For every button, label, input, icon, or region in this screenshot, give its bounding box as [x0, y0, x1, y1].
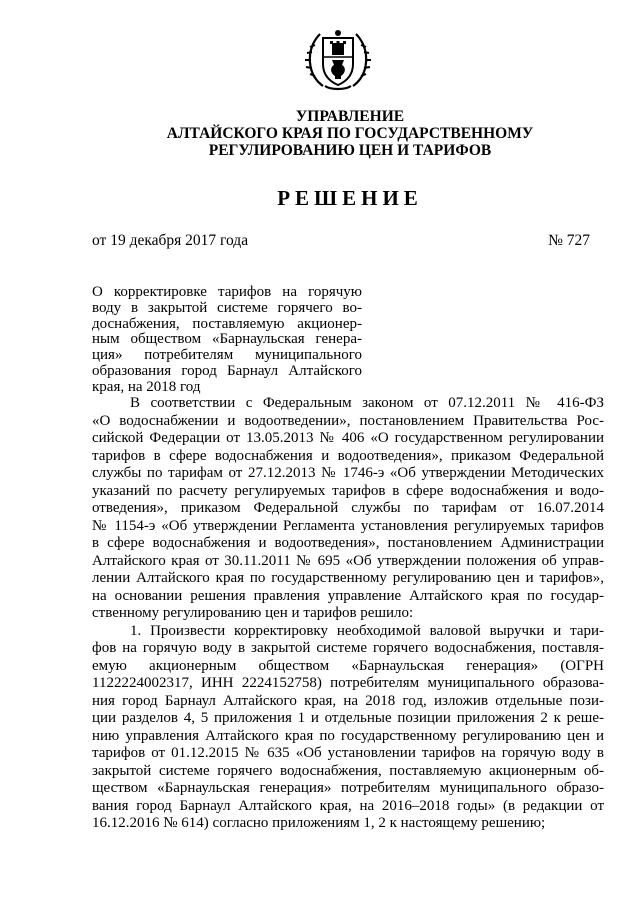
body-line: ществом «Барнаульская генерация» потребителям муниципального образо- — [92, 780, 604, 796]
body-line: в сфере водоснабжения и водоотведения», постановлением Администрации — [92, 535, 604, 551]
document-date: от 19 декабря 2017 года — [92, 232, 249, 249]
document-body — [92, 395, 604, 833]
body-line: ния город Барнаул Алтайского края, на 2018 год, изложив отдельные пози- — [92, 692, 604, 709]
subject-line: ция» потребителям муниципального — [92, 347, 362, 364]
body-line: сийской Федерации от 13.05.2013 № 406 «О государственном регулировании — [92, 430, 604, 446]
body-line: «О водоснабжении и водоотведении», постановлением Правительства Рос- — [92, 412, 604, 429]
document-title: РЕШЕНИЕ — [277, 186, 423, 210]
body-line: 1122224002317, ИНН 2224152758) потребителям муниципального образова- — [92, 675, 604, 691]
subject-line: образования город Барнаул Алтайского — [92, 362, 362, 379]
subject-line: воду в закрытой системе горячего во- — [92, 299, 362, 316]
body-line: № 1154-э «Об утверждении Регламента установления регулируемых тарифов — [92, 517, 604, 534]
subject-line: ным обществом «Барнаульская генера- — [92, 331, 362, 348]
subject-line: О корректировке тарифов на горячую — [92, 284, 362, 300]
body-line: тарифов от 01.12.2015 № 635 «Об установлении тарифов на горячую воду в — [92, 745, 604, 761]
body-line: службы по тарифам от 27.12.2013 № 1746-э «Об утверждении Методических — [92, 465, 604, 481]
body-line: 16.12.2016 № 614) согласно приложениям 1, 2 к настоящему решению; — [92, 815, 546, 831]
document-subject — [92, 285, 362, 396]
body-line: 1. Произвести корректировку необходимой валовой выручки и тари- — [130, 622, 604, 639]
org-line: УПРАВЛЕНИЕ — [295, 108, 405, 125]
body-line: указаний по расчету регулируемых тарифов в сфере водоснабжения и водо- — [92, 482, 604, 499]
body-line: В соответствии с Федеральным законом от 07.12.2011 № 416-ФЗ — [130, 395, 604, 411]
issuing-authority — [80, 108, 620, 159]
coat-of-arms-emblem — [303, 24, 373, 96]
body-line: Алтайского края от 30.11.2011 № 695 «Об утверждении положения об управ- — [92, 552, 604, 569]
body-line: отведения», приказом Федеральной службы по тарифам от 16.07.2014 — [92, 500, 604, 516]
subject-line: доснабжения, поставляемую акционер- — [92, 315, 362, 332]
body-line: фов на горячую воду в закрытой системе горячего водоснабжения, поставля- — [92, 640, 604, 656]
body-line: ственному регулированию цен и тарифов решило: — [92, 605, 414, 621]
body-line: тарифов в сфере водоснабжения и водоотведения», приказом Федеральной — [92, 447, 604, 464]
body-line: лении Алтайского края по государственному регулированию цен и тарифов», — [92, 570, 604, 586]
body-line: закрытой системе горячего водоснабжения, поставляемую акционерным об- — [92, 762, 604, 779]
body-line: нию управления Алтайского края по государственному регулированию цен и — [92, 727, 604, 744]
body-line: на основании решения правления управление Алтайского края по государ- — [92, 587, 604, 604]
org-line: АЛТАЙСКОГО КРАЯ ПО ГОСУДАРСТВЕННОМУ — [166, 125, 534, 142]
body-line: ции разделов 4, 5 приложения 1 и отдельные позиции приложения 2 к реше- — [92, 710, 604, 726]
subject-line: края, на 2018 год — [92, 378, 201, 395]
org-line: РЕГУЛИРОВАНИЮ ЦЕН И ТАРИФОВ — [208, 142, 492, 159]
body-line: вания город Барнаул Алтайского края, на 2016–2018 годы» (в редакции от — [92, 797, 604, 814]
document-number: № 727 — [548, 232, 590, 249]
body-line: емую акционерным обществом «Барнаульская генерация» (ОГРН — [92, 657, 604, 674]
